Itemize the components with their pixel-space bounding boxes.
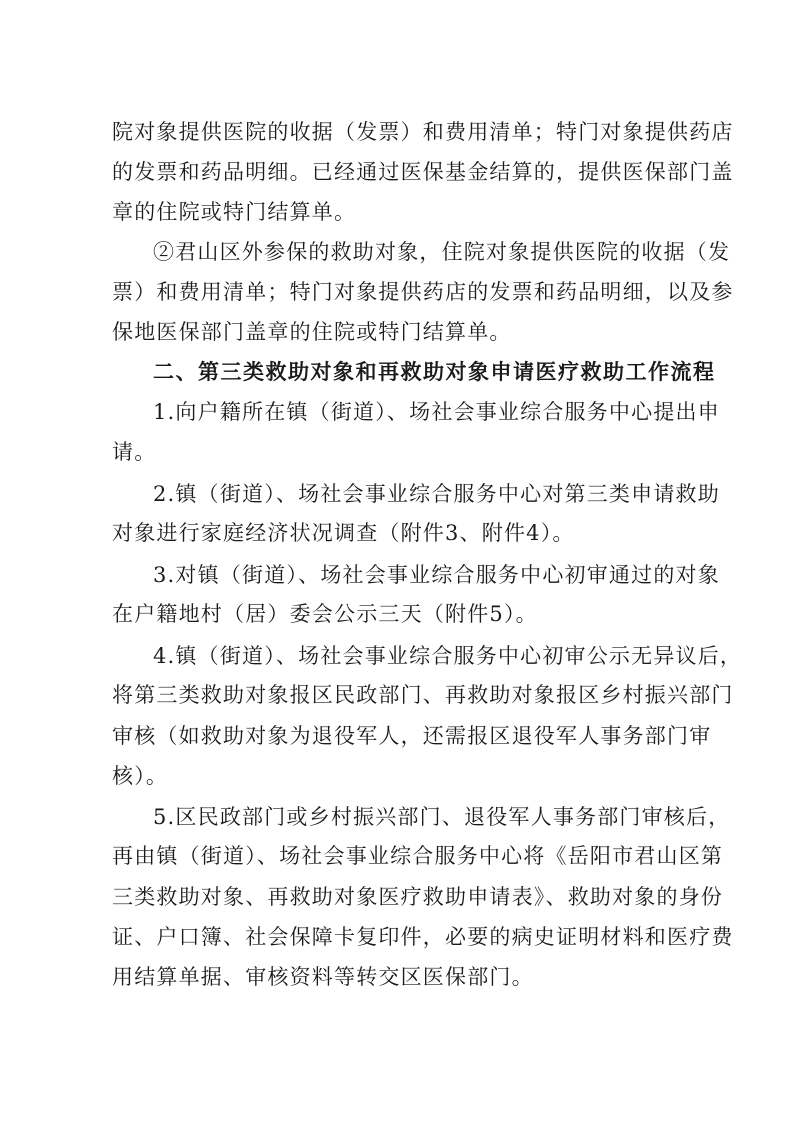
item-5-line-1: 5.区民政部门或乡村振兴部门、退役军人事务部门审核后， [153,805,731,829]
paragraph-1-line-2: 的发票和药品明细。已经通过医保基金结算的，提供医保部门盖 [112,160,734,184]
item-5-line-2: 再由镇（街道）、场社会事业综合服务中心将《岳阳市君山区第 [112,844,724,868]
item-1-line-2: 请。 [112,440,157,464]
item-5-line-4: 证、户口簿、社会保障卡复印件，必要的病史证明材料和医疗费 [112,925,734,949]
item-2-line-2: 对象进行家庭经济状况调查（附件3、附件4）。 [112,521,575,545]
item-1-line-1: 1.向户籍所在镇（街道）、场社会事业综合服务中心提出申 [153,400,720,424]
item-2-line-1: 2.镇（街道）、场社会事业综合服务中心对第三类申请救助 [153,482,720,506]
item-4-line-2: 将第三类救助对象报区民政部门、再救助对象报区乡村振兴部门 [112,683,734,707]
item-5-line-5: 用结算单据、审核资料等转交区医保部门。 [112,965,534,989]
item-3-line-1: 3.对镇（街道）、场社会事业综合服务中心初审通过的对象 [153,563,720,587]
paragraph-2-line-3: 保地医保部门盖章的住院或特门结算单。 [112,320,512,344]
paragraph-1-line-3: 章的住院或特门结算单。 [112,200,357,224]
item-3-line-2: 在户籍地村（居）委会公示三天（附件5）。 [112,602,538,626]
item-4-line-4: 核）。 [112,764,169,788]
section-heading: 二、第三类救助对象和再救助对象申请医疗救助工作流程 [153,359,716,384]
item-4-line-1: 4.镇（街道）、场社会事业综合服务中心初审公示无异议后， [153,644,743,668]
item-5-line-3: 三类救助对象、再救助对象医疗救助申请表》、救助对象的身份 [112,885,724,909]
paragraph-1-line-1: 院对象提供医院的收据（发票）和费用清单；特门对象提供药店 [112,120,734,144]
paragraph-2-line-2: 票）和费用清单；特门对象提供药店的发票和药品明细，以及参 [112,280,734,304]
item-4-line-3: 审核（如救助对象为退役军人，还需报区退役军人事务部门审 [112,724,712,748]
paragraph-2-line-1: ②君山区外参保的救助对象，住院对象提供医院的收据（发 [153,240,731,264]
